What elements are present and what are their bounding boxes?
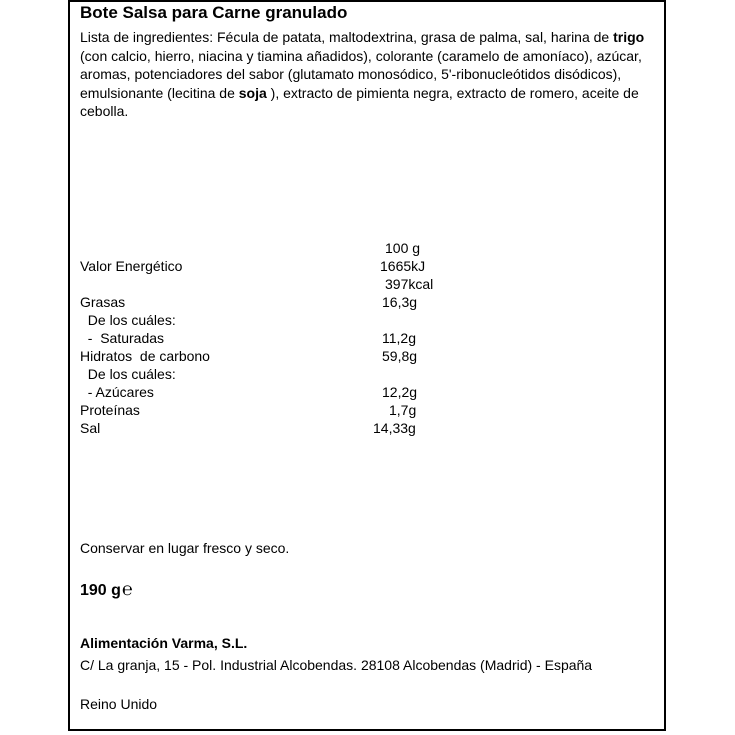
nutrition-value-carbs: 59,8g — [382, 348, 418, 364]
nutrition-value-sugars: 12,2g — [382, 384, 418, 400]
ingredients-text-2: (con calcio, hierro, niacina y tiamina añadidos), colorante (caramelo de amoníaco), azúcar, aromas, potenciadores del sabor (glutamato monosódico, 5'-ribonucleótidos disódicos), emulsionante (lecitina de — [80, 47, 642, 101]
nutrition-value-saturated: 11,2g — [382, 330, 416, 346]
storage-instructions: Conservar en lugar fresco y seco. — [80, 540, 290, 556]
nutrition-value-salt: 14,33g — [373, 420, 416, 436]
ingredients-text-3: ), extracto de pimienta negra, extracto de romero, aceite de cebolla. — [80, 84, 639, 119]
company-address: C/ La granja, 15 - Pol. Industrial Alcobendas. 28108 Alcobendas (Madrid) - España — [80, 657, 593, 673]
nutrition-label-carbs: Hidratos de carbono — [80, 348, 210, 364]
nutrition-label-fat-of-which: De los cuáles: — [80, 312, 176, 328]
nutrition-label-saturated: - Saturadas — [80, 330, 165, 346]
ingredients-label: Lista de ingredientes: — [80, 29, 214, 45]
net-weight — [80, 579, 133, 600]
nutrition-label-fat: Grasas — [80, 294, 126, 310]
allergen-trigo: trigo — [613, 29, 645, 45]
nutrition-label-protein: Proteínas — [80, 402, 140, 418]
company-name: Alimentación Varma, S.L. — [80, 635, 248, 651]
product-title: Bote Salsa para Carne granulado — [80, 3, 348, 22]
nutrition-label-carbs-of-which: De los cuáles: — [80, 366, 176, 382]
nutrition-value-fat: 16,3g — [382, 294, 418, 310]
ingredients-text-1: Fécula de patata, maltodextrina, grasa de palma, sal, harina de — [213, 29, 614, 45]
nutrition-value-kcal: 397kcal — [385, 276, 434, 292]
nutrition-label-energy: Valor Energético — [80, 258, 183, 274]
net-weight-value: 190 g — [80, 582, 121, 599]
nutrition-label-sugars: - Azúcares — [80, 384, 154, 400]
allergen-soja: soja — [238, 84, 267, 101]
ingredients-list — [80, 28, 650, 121]
nutrition-value-kj: 1665kJ — [380, 258, 426, 274]
nutrition-value-protein: 1,7g — [389, 402, 417, 418]
nutrition-label-salt: Sal — [80, 420, 101, 436]
nutrition-header: 100 g — [385, 240, 421, 256]
country-of-origin: Reino Unido — [80, 696, 158, 712]
estimated-sign-icon: ℮ — [121, 579, 133, 599]
